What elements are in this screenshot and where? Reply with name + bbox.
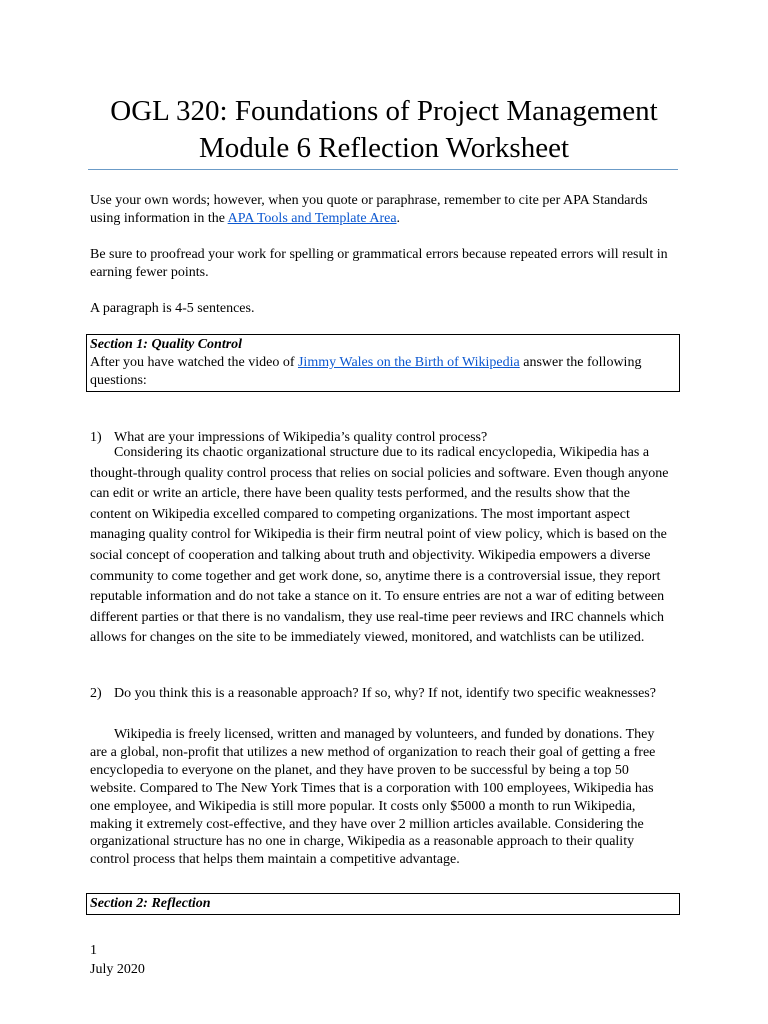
section-1-box <box>86 334 680 392</box>
question-2 <box>90 685 680 703</box>
question-1-number: 1) <box>90 430 102 445</box>
intro-paragraph-1 <box>90 192 680 228</box>
intro-paragraph-3: A paragraph is 4-5 sentences. <box>90 301 255 316</box>
section-1-heading: Section 1: Quality Control <box>90 337 243 352</box>
apa-tools-link[interactable]: APA Tools and Template Area <box>227 211 397 226</box>
intro-period: . <box>396 211 401 226</box>
section-1-text: After you have watched the video of <box>90 355 298 370</box>
question-2-number: 2) <box>90 686 102 701</box>
section-1-instructions <box>90 354 676 390</box>
intro-text: Use your own words; however, when you quote or paraphrase, remember to cite per APA Standards using information in the <box>90 193 648 226</box>
footer-date: July 2020 <box>90 962 145 977</box>
page-number: 1 <box>90 943 97 958</box>
section-1-text-end: answer the following questions: <box>90 355 642 388</box>
answer-2: Wikipedia is freely licensed, written and managed by volunteers, and funded by donations. They are a global, non-profit that utilizes a new method of organization to reach their goal of getting a free encyclopedia to everyone on the planet, and they have proven to be successful by being a top 50 website. Compared to The New York Times that is a corporation with 100 employees, Wikipedia has one employee, and Wikipedia is still more popular. It costs only $5000 a month to run Wikipedia, making it extremely cost-effective, and they have over 2 million articles available. Considering the organizational structure has no one in charge, Wikipedia as a reasonable approach to their quality control process that helps them maintain a competitive advantage. <box>90 727 656 868</box>
jimmy-wales-video-link[interactable]: Jimmy Wales on the Birth of Wikipedia <box>297 355 520 370</box>
question-1-text: What are your impressions of Wikipedia’s quality control process? <box>114 430 488 445</box>
section-2-heading: Section 2: Reflection <box>90 896 211 911</box>
title-line-2: Module 6 Reflection Worksheet <box>198 132 570 164</box>
title-underline <box>88 169 678 170</box>
page-title <box>60 93 708 167</box>
section-2-box <box>86 893 680 915</box>
question-2-text: Do you think this is a reasonable approach? If so, why? If not, identify two specific weaknesses? <box>114 686 656 701</box>
title-line-1: OGL 320: Foundations of Project Management <box>110 95 658 127</box>
intro-paragraph-2: Be sure to proofread your work for spelling or grammatical errors because repeated errors will result in earning fewer points. <box>90 247 668 280</box>
answer-1: Considering its chaotic organizational structure due to its radical encyclopedia, Wikipedia has a thought-through quality control process that relies on social policies and software. Even though anyone can edit or write an article, there have been quality tests performed, and the results show that the content on Wikipedia excelled compared to competing organizations. The most important aspect managing quality control for Wikipedia is their firm neutral point of view policy, which is based on the social concept of cooperation and talking about truth and objectivity. Wikipedia empowers a diverse community to come together and get work done, so, anytime there is a controversial issue, they report reputable information and do not take a stance on it. To ensure entries are not a war of editing between different parties or that there is no vandalism, they use real-time peer reviews and IRC channels which allows for changes on the site to be immediately viewed, monitored, and watchlists can be utilized. <box>90 445 669 646</box>
